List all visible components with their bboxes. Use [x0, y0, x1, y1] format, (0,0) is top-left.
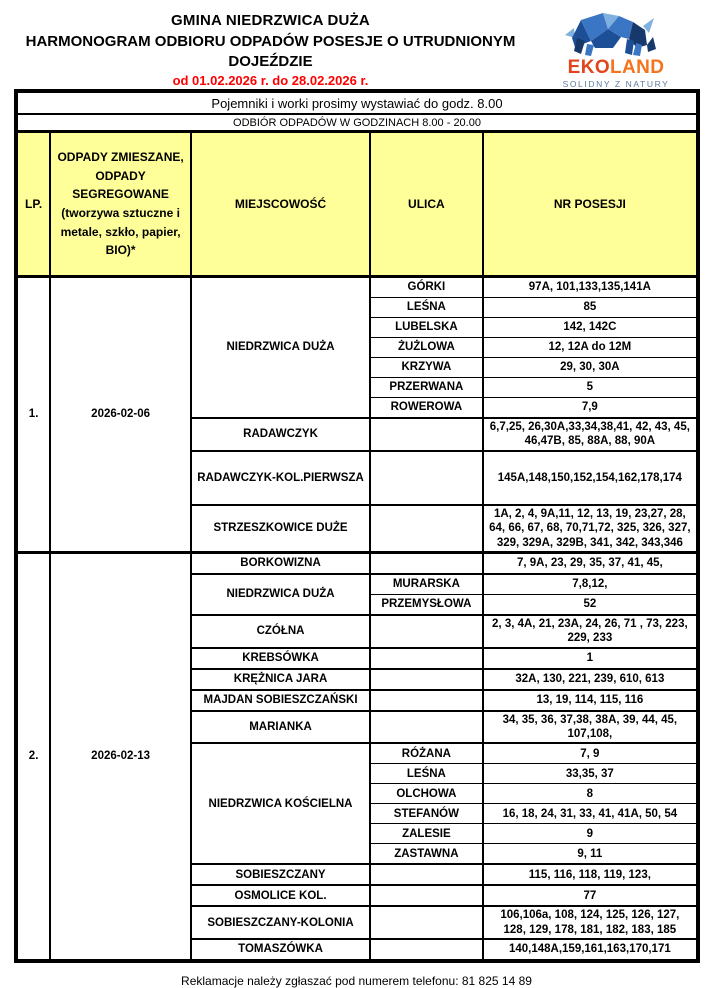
town-cell: NIEDRZWICA DUŻA	[191, 277, 370, 419]
numbers-cell: 33,35, 37	[483, 764, 698, 784]
document-header	[0, 0, 713, 89]
numbers-cell: 7,9	[483, 398, 698, 419]
street-cell: STEFANÓW	[370, 804, 483, 824]
document-subtitle: HARMONOGRAM ODBIORU ODPADÓW POSESJE O UTRUDNIONYM DOJEŹDZIE	[25, 33, 516, 70]
street-cell: RÓŻANA	[370, 743, 483, 764]
document-title: GMINA NIEDRZWICA DUŻA	[171, 12, 370, 29]
brand-eko-text: EKO	[567, 57, 610, 78]
town-cell: SOBIESZCZANY	[191, 864, 370, 885]
schedule-body	[16, 277, 698, 962]
street-cell	[370, 939, 483, 961]
banner-hours-text: ODBIÓR ODPADÓW W GODZINACH 8.00 - 20.00	[16, 114, 698, 132]
logo-tagline: SOLIDNY Z NATURY	[562, 79, 670, 89]
town-cell: NIEDRZWICA KOŚCIELNA	[191, 743, 370, 864]
street-cell	[370, 885, 483, 906]
town-cell: TOMASZÓWKA	[191, 939, 370, 961]
numbers-cell: 115, 116, 118, 119, 123,	[483, 864, 698, 885]
street-cell: ZASTAWNA	[370, 844, 483, 865]
column-header-lp: LP.	[16, 132, 50, 277]
numbers-cell: 7, 9A, 23, 29, 35, 37, 41, 45,	[483, 552, 698, 574]
numbers-cell: 97A, 101,133,135,141A	[483, 277, 698, 298]
town-cell: OSMOLICE KOL.	[191, 885, 370, 906]
town-cell: KRĘŻNICA JARA	[191, 669, 370, 690]
street-cell: LUBELSKA	[370, 318, 483, 338]
banner-row-setout	[16, 91, 698, 114]
street-cell: ŻUŻLOWA	[370, 338, 483, 358]
numbers-cell: 77	[483, 885, 698, 906]
lp-cell: 2.	[16, 552, 50, 961]
numbers-cell: 9	[483, 824, 698, 844]
numbers-cell: 29, 30, 30A	[483, 358, 698, 378]
numbers-cell: 13, 19, 114, 115, 116	[483, 690, 698, 711]
street-cell	[370, 451, 483, 505]
banner-row-hours	[16, 114, 698, 132]
numbers-cell: 12, 12A do 12M	[483, 338, 698, 358]
numbers-cell: 52	[483, 594, 698, 615]
numbers-cell: 9, 11	[483, 844, 698, 865]
date-range: od 01.02.2026 r. do 28.02.2026 r.	[172, 73, 369, 88]
column-header-street: ULICA	[370, 132, 483, 277]
town-cell: BORKOWIZNA	[191, 552, 370, 574]
brand-land-text: LAND	[610, 57, 665, 78]
street-cell: MURARSKA	[370, 574, 483, 595]
street-cell	[370, 906, 483, 939]
street-cell	[370, 615, 483, 648]
numbers-cell: 16, 18, 24, 31, 33, 41, 41A, 50, 54	[483, 804, 698, 824]
column-header-town: MIEJSCOWOŚĆ	[191, 132, 370, 277]
numbers-cell: 85	[483, 298, 698, 318]
street-cell	[370, 690, 483, 711]
numbers-cell: 7,8,12,	[483, 574, 698, 595]
column-header-waste-types: ODPADY ZMIESZANE, ODPADY SEGREGOWANE (tworzywa sztuczne i metale, szkło, papier, BIO)*	[50, 132, 191, 277]
column-header-row	[16, 132, 698, 277]
town-cell: KREBSÓWKA	[191, 648, 370, 669]
street-cell: LEŚNA	[370, 298, 483, 318]
street-cell: LEŚNA	[370, 764, 483, 784]
banner-setout-text: Pojemniki i worki prosimy wystawiać do godz. 8.00	[16, 91, 698, 114]
street-cell	[370, 864, 483, 885]
numbers-cell: 145A,148,150,152,154,162,178,174	[483, 451, 698, 505]
town-cell: RADAWCZYK-KOL.PIERWSZA	[191, 451, 370, 505]
numbers-cell: 32A, 130, 221, 239, 610, 613	[483, 669, 698, 690]
ekoland-logo	[527, 5, 705, 89]
title-block	[14, 5, 527, 88]
numbers-cell: 8	[483, 784, 698, 804]
street-cell	[370, 711, 483, 744]
column-header-house-numbers: NR POSESJI	[483, 132, 698, 277]
town-cell: MAJDAN SOBIESZCZAŃSKI	[191, 690, 370, 711]
street-cell: OLCHOWA	[370, 784, 483, 804]
street-cell: GÓRKI	[370, 277, 483, 298]
street-cell	[370, 418, 483, 451]
bison-logo-icon	[557, 7, 675, 57]
schedule-table	[14, 89, 700, 963]
collection-date-cell: 2026-02-13	[50, 552, 191, 961]
table-row	[16, 277, 698, 298]
footer-note: Reklamacje należy zgłaszać pod numerem telefonu: 81 825 14 89	[181, 974, 532, 988]
street-cell: ZALESIE	[370, 824, 483, 844]
street-cell	[370, 505, 483, 553]
town-cell: CZÓŁNA	[191, 615, 370, 648]
street-cell	[370, 552, 483, 574]
street-cell: ROWEROWA	[370, 398, 483, 419]
town-cell: RADAWCZYK	[191, 418, 370, 451]
numbers-cell: 7, 9	[483, 743, 698, 764]
street-cell: PRZEMYSŁOWA	[370, 594, 483, 615]
town-cell: STRZESZKOWICE DUŻE	[191, 505, 370, 553]
numbers-cell: 1	[483, 648, 698, 669]
street-cell	[370, 669, 483, 690]
numbers-cell: 2, 3, 4A, 21, 23A, 24, 26, 71 , 73, 223, 229, 233	[483, 615, 698, 648]
numbers-cell: 106,106a, 108, 124, 125, 126, 127, 128, 129, 178, 181, 182, 183, 185	[483, 906, 698, 939]
town-cell: SOBIESZCZANY-KOLONIA	[191, 906, 370, 939]
town-cell: NIEDRZWICA DUŻA	[191, 574, 370, 615]
lp-cell: 1.	[16, 277, 50, 553]
collection-date-cell: 2026-02-06	[50, 277, 191, 553]
numbers-cell: 140,148A,159,161,163,170,171	[483, 939, 698, 961]
table-row	[16, 552, 698, 574]
numbers-cell: 5	[483, 378, 698, 398]
street-cell: PRZERWANA	[370, 378, 483, 398]
street-cell	[370, 648, 483, 669]
numbers-cell: 34, 35, 36, 37,38, 38A, 39, 44, 45, 107,108,	[483, 711, 698, 744]
town-cell: MARIANKA	[191, 711, 370, 744]
numbers-cell: 1A, 2, 4, 9A,11, 12, 13, 19, 23,27, 28, 64, 66, 67, 68, 70,71,72, 325, 326, 327, 329, 329A, 329B, 341, 342, 343,346	[483, 505, 698, 553]
numbers-cell: 6,7,25, 26,30A,33,34,38,41, 42, 43, 45, 46,47B, 85, 88A, 88, 90A	[483, 418, 698, 451]
street-cell: KRZYWA	[370, 358, 483, 378]
ekoland-wordmark	[527, 58, 705, 77]
numbers-cell: 142, 142C	[483, 318, 698, 338]
